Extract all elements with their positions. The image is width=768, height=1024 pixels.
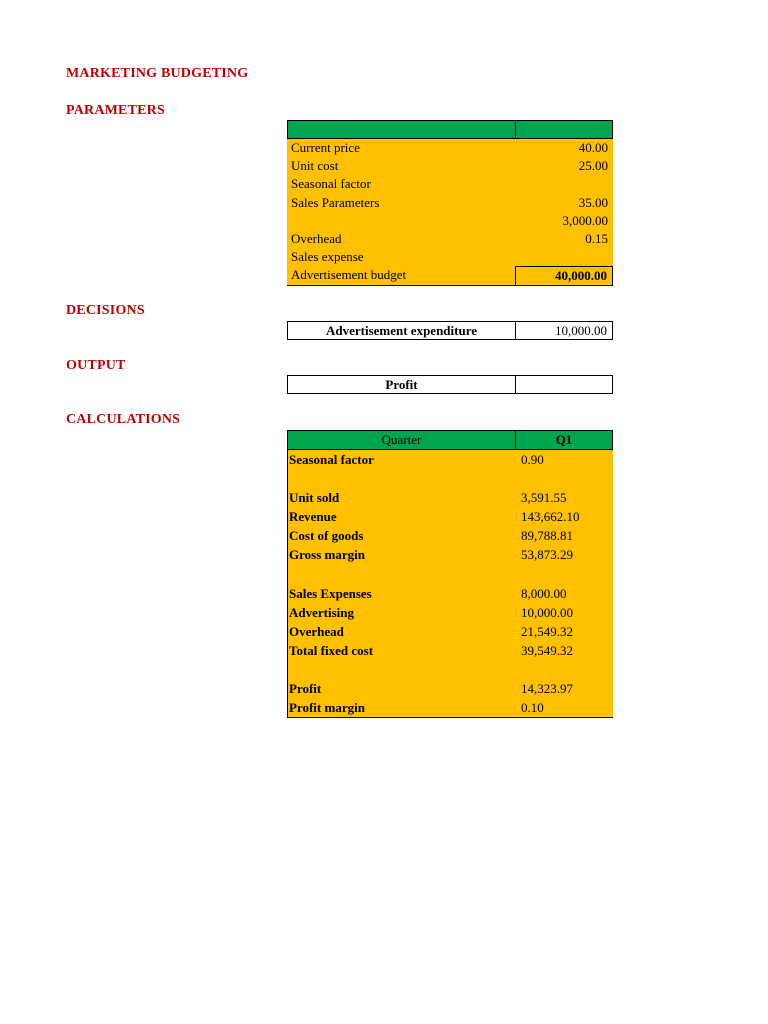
section-calculations: CALCULATIONS — [66, 412, 181, 427]
calc-row[interactable]: Total fixed cost 39,549.32 — [289, 642, 573, 658]
parameters-body — [287, 139, 613, 286]
page-title: MARKETING BUDGETING — [66, 66, 249, 81]
param-row[interactable]: Unit cost 25.00 — [291, 158, 608, 174]
param-row[interactable]: Seasonal factor — [291, 176, 371, 192]
section-decisions: DECISIONS — [66, 303, 145, 318]
decision-label: Advertisement expenditure — [287, 321, 516, 340]
calc-row[interactable] — [288, 565, 613, 584]
calc-row[interactable]: Advertising 10,000.00 — [289, 604, 573, 620]
calc-header-q1: Q1 — [555, 432, 573, 447]
calc-row[interactable] — [288, 660, 613, 679]
calc-header — [287, 430, 613, 450]
output-label: Profit — [287, 375, 516, 394]
section-parameters: PARAMETERS — [66, 103, 165, 118]
param-row[interactable]: Sales expense — [291, 249, 364, 265]
calc-row[interactable]: Gross margin 53,873.29 — [289, 547, 573, 563]
calc-body — [287, 450, 613, 718]
budget-label: Advertisement budget — [291, 267, 407, 283]
param-row[interactable]: Current price 40.00 — [291, 140, 608, 155]
param-row-budget[interactable] — [287, 266, 613, 285]
calc-row[interactable]: Profit margin 0.10 — [289, 700, 544, 716]
decision-value-input[interactable]: 10,000.00 — [515, 321, 613, 340]
calc-row[interactable]: Unit sold 3,591.55 — [289, 490, 567, 506]
calculations-table — [287, 430, 613, 718]
output-value-cell[interactable] — [515, 375, 613, 394]
param-row[interactable]: Sales Parameters 35.00 — [291, 194, 608, 210]
section-output: OUTPUT — [66, 358, 126, 373]
calc-row[interactable]: Overhead 21,549.32 — [289, 623, 573, 639]
parameters-header — [287, 120, 613, 139]
calc-row[interactable]: Seasonal factor 0.90 — [289, 452, 544, 467]
param-row[interactable]: Overhead 0.15 — [291, 230, 608, 246]
parameters-table — [287, 120, 613, 286]
calc-row[interactable]: Profit 14,323.97 — [289, 681, 573, 697]
calc-row[interactable]: Revenue 143,662.10 — [289, 509, 580, 525]
calc-row[interactable]: Cost of goods 89,788.81 — [289, 528, 573, 544]
param-row[interactable]: 3,000.00 — [562, 212, 608, 228]
calc-row[interactable] — [288, 469, 613, 488]
budget-value: 40,000.00 — [515, 266, 613, 284]
calc-header-quarter: Quarter — [288, 431, 516, 449]
calc-row[interactable]: Sales Expenses 8,000.00 — [289, 585, 567, 601]
